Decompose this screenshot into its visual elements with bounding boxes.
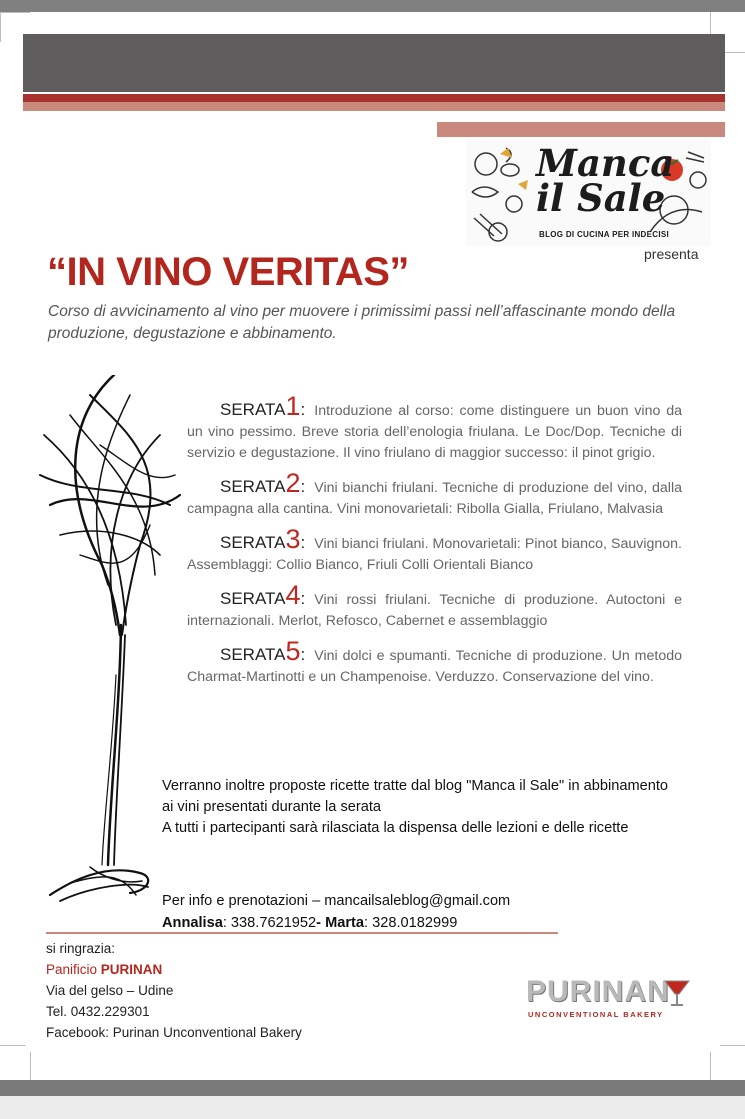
serata-label: SERATA4: <box>220 580 306 610</box>
purinan-logo <box>526 972 696 1022</box>
sponsor-name <box>46 959 302 980</box>
logo-title <box>536 141 675 220</box>
flyer-page <box>0 12 745 1080</box>
serata-description: Introduzione al corso: come distinguere un buon vino da un vino pessimo. Breve storia dell’enologia friulana. Le Doc/Dop. Tecniche di servizio e degustazione. Il vino friulano di maggior successo: il pinot grigio. <box>187 403 682 461</box>
serata-word: SERATA <box>220 400 286 419</box>
serata-label: SERATA3: <box>220 524 306 554</box>
contact-name: Annalisa <box>162 915 223 931</box>
thanks-section <box>46 938 302 1043</box>
header-white-line <box>437 118 663 120</box>
serata-label: SERATA5: <box>220 636 306 666</box>
sponsor-facebook: Facebook: Purinan Unconventional Bakery <box>46 1025 302 1040</box>
crop-mark <box>725 52 745 53</box>
serata-number: 1 <box>285 391 301 421</box>
serata-number: 4 <box>285 580 301 610</box>
extra-line: Verranno inoltre proposte ricette tratte dal blog "Manca il Sale" in abbinamento <box>162 778 669 794</box>
header-salmon-stripe <box>23 102 725 111</box>
manca-il-sale-logo <box>466 140 711 246</box>
contact-phones <box>162 912 722 934</box>
logo-line2: il Sale <box>536 176 666 220</box>
contact-info <box>162 890 722 934</box>
crop-mark <box>30 1052 31 1080</box>
crop-mark <box>0 12 1 42</box>
page-subtitle: Corso di avvicinamento al vino per muovere i primissimi passi nell’affascinante mondo della produzione, degustazione e abbinamento. <box>48 303 676 342</box>
serata-item <box>187 636 682 688</box>
serata-word: SERATA <box>220 645 286 664</box>
crop-mark <box>0 12 30 13</box>
extra-info <box>162 776 722 839</box>
serata-word: SERATA <box>220 477 286 496</box>
serata-label: SERATA1: <box>220 391 306 421</box>
contact-phone: : 328.0182999 <box>364 915 458 931</box>
extra-line: A tutti i partecipanti sarà rilasciata la dispensa delle lezioni e delle ricette <box>162 820 629 836</box>
presenta-label: presenta <box>644 246 699 262</box>
serata-word: SERATA <box>220 533 286 552</box>
contact-email-line: Per info e prenotazioni – mancailsaleblog@gmail.com <box>162 893 511 909</box>
bottom-gray-band <box>0 1080 745 1096</box>
sponsor-address: Via del gelso – Udine <box>46 983 174 998</box>
header-gray-band <box>23 34 725 92</box>
sponsor-prefix: Panificio <box>46 962 101 977</box>
logo-line1: Manca <box>536 141 675 185</box>
sponsor-phone: Tel. 0432.229301 <box>46 1004 150 1019</box>
serate-list <box>187 391 682 697</box>
sponsor-brand: PURINAN <box>100 962 163 977</box>
serata-number: 5 <box>285 636 301 666</box>
contact-name: Marta <box>325 915 365 931</box>
serata-description: Vini dolci e spumanti. Tecniche di produzione. Un metodo Charmat-Martinotti e un Champenoise. Verduzzo. Conservazione del vino. <box>187 648 682 685</box>
section-divider <box>46 932 558 934</box>
serata-item <box>187 468 682 520</box>
extra-line: ai vini presentati durante la serata <box>162 799 382 815</box>
purinan-wordmark: PURINAN <box>526 975 670 1008</box>
serata-label: SERATA2: <box>220 468 306 498</box>
purinan-tagline: UNCONVENTIONAL BAKERY <box>528 1010 664 1019</box>
serata-item <box>187 580 682 632</box>
contact-phone: : 338.7621952 <box>222 915 317 931</box>
crop-mark <box>720 1045 745 1046</box>
crop-mark <box>710 1052 711 1080</box>
contact-separator: - <box>316 915 326 931</box>
header-red-stripe <box>23 94 725 102</box>
serata-word: SERATA <box>220 589 286 608</box>
serata-item <box>187 391 682 464</box>
serata-description: Vini rossi friulani. Tecniche di produzione. Autoctoni e internazionali. Merlot, Refosco, Cabernet e assemblaggio <box>187 592 682 629</box>
serata-number: 2 <box>285 468 301 498</box>
logo-tagline: BLOG DI CUCINA PER INDECISI <box>539 230 670 239</box>
bottom-strip <box>0 1096 745 1119</box>
serata-number: 3 <box>285 524 301 554</box>
serata-item <box>187 524 682 576</box>
serata-description: Vini bianchi friulani. Tecniche di produzione del vino, dalla campagna alla cantina. Vini monovarietali: Ribolla Gialla, Friulano, Malvasia <box>187 480 682 517</box>
crop-mark <box>0 1045 26 1046</box>
serata-description: Vini bianci friulani. Monovarietali: Pinot bianco, Sauvignon. Assemblaggi: Collio Bianco, Friuli Colli Orientali Bianco <box>187 536 682 573</box>
thanks-heading: si ringrazia: <box>46 941 116 956</box>
page-title: “IN VINO VERITAS” <box>47 250 409 294</box>
header-salmon-accent <box>437 122 725 137</box>
wine-glass-logo-icon <box>662 978 692 1008</box>
